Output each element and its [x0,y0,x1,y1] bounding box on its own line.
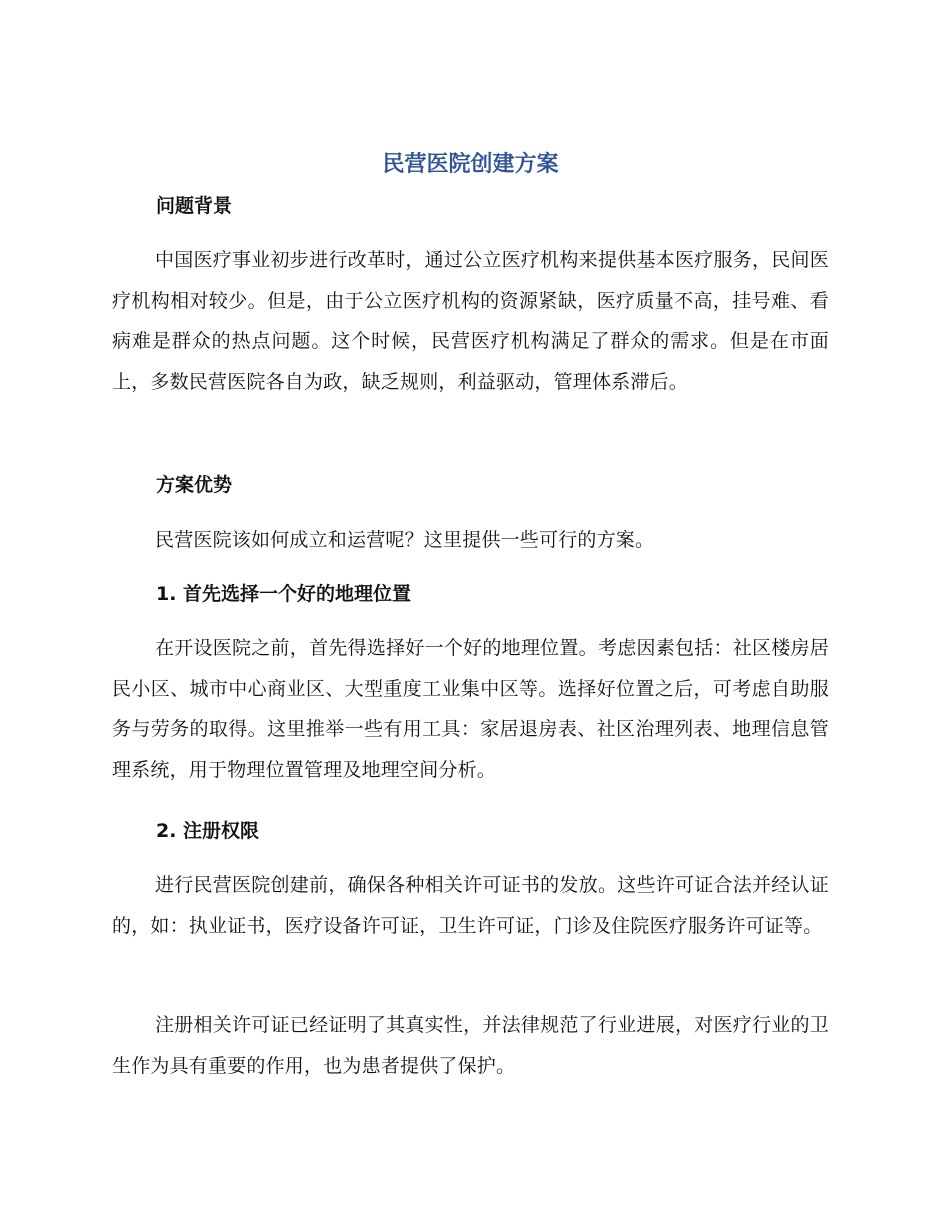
section-heading-advantage: 方案优势 [156,474,233,496]
paragraph-background: 中国医疗事业初步进行改革时，通过公立医疗机构来提供基本医疗服务，民间医疗机构相对较少。但是，由于公立医疗机构的资源紧缺，医疗质量不高，挂号难、看病难是群众的热点问题。这个时候，民营医疗机构满足了群众的需求。但是在市面上，多数民营医院各自为政，缺乏规则，利益驱动，管理体系滞后。 [112,249,829,393]
document-title: 民营医院创建方案 [382,152,559,177]
section-heading-location: 1. 首先选择一个好的地理位置 [156,583,412,605]
paragraph-location: 在开设医院之前，首先得选择好一个好的地理位置。考虑因素包括：社区楼房居民小区、城市中心商业区、大型重度工业集中区等。选择好位置之后，可考虑自助服务与劳务的取得。这里推举一些有用工具：家居退房表、社区治理列表、地理信息管理系统，用于物理位置管理及地理空间分析。 [112,637,829,781]
section-heading-background: 问题背景 [156,195,233,217]
section-heading-license: 2. 注册权限 [156,820,260,842]
paragraph-license-1: 进行民营医院创建前，确保各种相关许可证书的发放。这些许可证合法并经认证的，如：执业证书，医疗设备许可证，卫生许可证，门诊及住院医疗服务许可证等。 [112,874,829,937]
paragraph-license-2: 注册相关许可证已经证明了其真实性，并法律规范了行业进展，对医疗行业的卫生作为具有重要的作用，也为患者提供了保护。 [112,1014,829,1077]
paragraph-advantage: 民营医院该如何成立和运营呢？这里提供一些可行的方案。 [155,529,655,551]
